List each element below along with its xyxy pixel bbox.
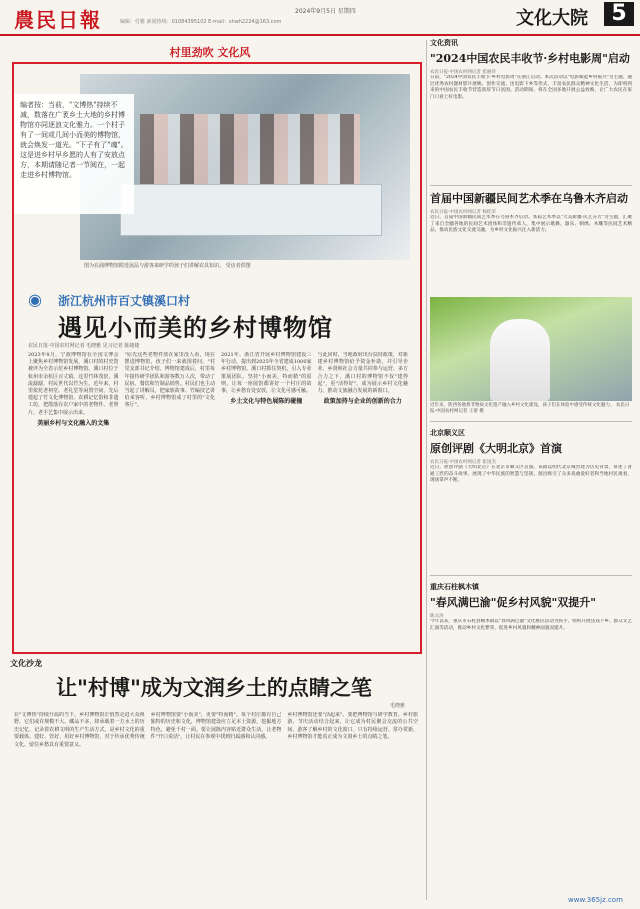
body-text: 2023年8月，宁波博物馆在全国文博会上聚焦乡村博物馆发展，溪口村的村史馆被评为全省示范乡村博物馆。溪口村位于杭州市余杭区百丈镇，这里竹林茂密，溪流潺潺，村民世代以竹为生。近年来，村里依托老祠堂、老礼堂等闲置空间，先后建起了竹文化博物馆、农耕记忆馆和非遗工坊，把散落在农户家中的老物件、老照片、老手艺集中展示出来。 [28, 352, 119, 416]
subheading: 政策加持与企业的创新的合力 [323, 398, 402, 406]
issue-date: 2024年9月5日 星期四 [295, 8, 356, 15]
section-tag: 北京顺义区 [430, 429, 465, 437]
news-headline: "2024中国农民丰收节·乡村电影周"启动 [430, 52, 630, 65]
lower-author: 毛晓雅 [390, 703, 406, 709]
news-body: 近日，首届中国新疆民间艺术季在乌鲁木齐启动。本届艺术季以"大美新疆·民艺芬芳"为主题，汇聚了来自全疆各地的民间艺术团体和非遗传承人，集中展示歌舞、器乐、刺绣、木雕等民间艺术精品，推动民族文化交流交融，为乡村文化振兴注入新活力。 [430, 215, 632, 234]
subheading: 美丽乡村与文化融入的文集 [37, 419, 110, 427]
article-body [28, 352, 408, 642]
watermark-url: www.365jz.com [568, 896, 623, 904]
body-text: 与此同时，当地政府出台扶持政策，对新建乡村博物馆给予资金补助，并引导企业、乡贤和社会力量共同参与运营。多方合力之下，溪口村的博物馆不仅"建得起"，更"活得好"，成为展示乡村文化魅力、推动文旅融合发展的新窗口。 [317, 352, 408, 395]
divider [430, 575, 632, 576]
subheading: 乡土文化与特色展陈的碰撞 [230, 398, 303, 406]
section-tag: 重庆石柱枫木镇 [430, 583, 479, 591]
body-text: "原先这些老物件放在家里没人看，现在摆进博物馆，孩子们一来就围着问。"村党支部书记介绍，博物馆建成后，村里每年接待研学团队和游客数万人次，带动了民宿、餐饮和竹制品销售。村民们也主动当起了讲解员，把家族故事、竹编技艺讲给来客听，乡村博物馆成了村里的"文化客厅"。 [124, 352, 215, 409]
body-column [125, 352, 216, 642]
feature-banner: 村里劲吹 文化风 [169, 46, 251, 59]
body-column [221, 352, 312, 642]
newspaper-logo: 農民日報 [14, 8, 102, 32]
article-headline: 遇见小而美的乡村博物馆 [58, 313, 333, 342]
news-headline: "春风满巴渝"促乡村风貌"双提升" [430, 596, 596, 609]
right-column [430, 38, 632, 679]
news-body: 日前，"2024中国农民丰收节·乡村电影周"在浙江启动。本次活动以"电影赋能乡村振兴"为主题，通过优秀农村题材影片展映、创作交流、送电影下乡等形式，丰富农民群众精神文化生活，为即将到来的中国农民丰收节营造浓厚节日氛围。活动期间，将在全国多地开展公益放映，让广大农民在家门口看上好电影。 [430, 75, 632, 100]
section-title: 文化大院 [516, 8, 588, 29]
article-kicker: 浙江杭州市百丈镇溪口村 [58, 294, 191, 308]
lower-article-body [14, 712, 418, 902]
news-headline: 首届中国新疆民间艺术季在乌鲁木齐启动 [430, 192, 628, 205]
photo-caption: 近年来，陕西各地将非物质文化遗产融入乡村文化建设，孩子们在体验中感受传统文化魅力。 农民日报·中国农村网记者 王蕾 摄 [430, 403, 630, 414]
news-photo [430, 297, 632, 401]
editor-note: 编者按：当前，"文博热"持续不减，数落在广袤乡土大地的乡村博物馆亦同逐浪文化雅力。一个村子有了一间或几间小而美的博物馆，就会焕发一道光。"下子有了"魂"。这是迸乡村早乡愿的人有了安放点方，本期请随记者一节阅在，一起走进乡村博物馆。 [14, 94, 134, 214]
feature-article [12, 62, 422, 654]
body-column: 乡村博物馆还要"活起来"。要把博物馆与研学教育、乡村旅游、节庆活动结合起来，让它成为村民聚会交流的公共空间、游客了解乡村的文化窗口。只有持续运营、常办常新，乡村博物馆才能真正成为文润乡土的点睛之笔。 [287, 712, 419, 741]
body-column [28, 352, 119, 642]
body-column [318, 352, 409, 642]
body-column: 在"文博热"持续升温的当下，乡村博物馆正悄然走进大众视野。它们或许规模不大、藏品不多，却承载着一方水土的历史记忆，记录着农耕文明的生产生活方式，是乡村文化的重要载体。建好、管好、用好乡村博物馆，对于传承优秀传统文化、留住乡愁具有重要意义。 [14, 712, 145, 748]
column-divider [426, 40, 427, 900]
body-column: 乡村博物馆要"小而美"，更要"特而精"。每个村庄都有自己独特的历史和文化，博物馆建设应立足本土资源，挖掘地方特色，避免千村一面。要让展陈内容贴近群众生活，让老物件"开口说话"，让村民在参观中找到归属感和认同感。 [150, 712, 282, 741]
editor-contact: 编辑：付雅 新闻热线：01084395102 E-mail：shwh2224@163.com [120, 19, 282, 25]
lower-headline: 让"村博"成为文润乡土的点睛之笔 [56, 675, 372, 700]
news-byline: 陈文涛 [430, 614, 444, 619]
news-byline: 农民日报·中国农村网记者 杨桂荣 [430, 210, 496, 215]
photo-children [140, 114, 360, 194]
news-byline: 农民日报·中国农村网记者 崔国杰 [430, 460, 496, 465]
photo-caption: 图为在浦博物馆附近展品与游客来研学的孩子们讲解农具知识。 受访者供图 [84, 263, 251, 269]
location-pin-icon: ◉ [28, 290, 42, 309]
photo-display-case [120, 184, 382, 236]
lower-section-tag: 文化沙龙 [10, 659, 42, 668]
body-text: 2021年，浙江省开展乡村博物馆建设三年行动，提出到2025年全省建成1000家乡村博物馆。溪口村抓住契机，引入专业策展团队，坚持"小而美、特而精"的原则，让每一座展馆都讲好一个村庄的故事，让乡愁有处安放，让文化可感可触。 [221, 352, 312, 395]
news-headline: 原创评剧《大明北京》首演 [430, 442, 562, 455]
photo-child [490, 319, 550, 401]
news-body: 近日，原创评剧《大明北京》在北京市顺义区首演。该剧以明代北京城营建为历史背景，讲述了普通工匠的奋斗故事，展现了中华民族的智慧与坚韧。演出吸引了众多戏曲爱好者和当地村民观看，现场掌声不断。 [430, 465, 632, 484]
news-body: 今年以来，重庆市石柱县枫木镇以"春风满巴渝"文化惠民活动为抓手，组织开展送戏下乡、群众文艺汇演等活动，推动乡村文化繁荣，促进乡村风貌和精神面貌双提升。 [430, 619, 632, 631]
news-byline: 农民日报·中国农村网记者 崔丽萍 [430, 70, 496, 75]
page-number: 5 [604, 2, 634, 26]
masthead [0, 0, 640, 36]
article-byline: 农民日报·中国农村网记者 毛晓雅 见习记者 陈婕婕 [28, 343, 140, 349]
divider [430, 421, 632, 422]
section-tag: 文化资讯 [430, 39, 458, 47]
divider [430, 185, 632, 186]
